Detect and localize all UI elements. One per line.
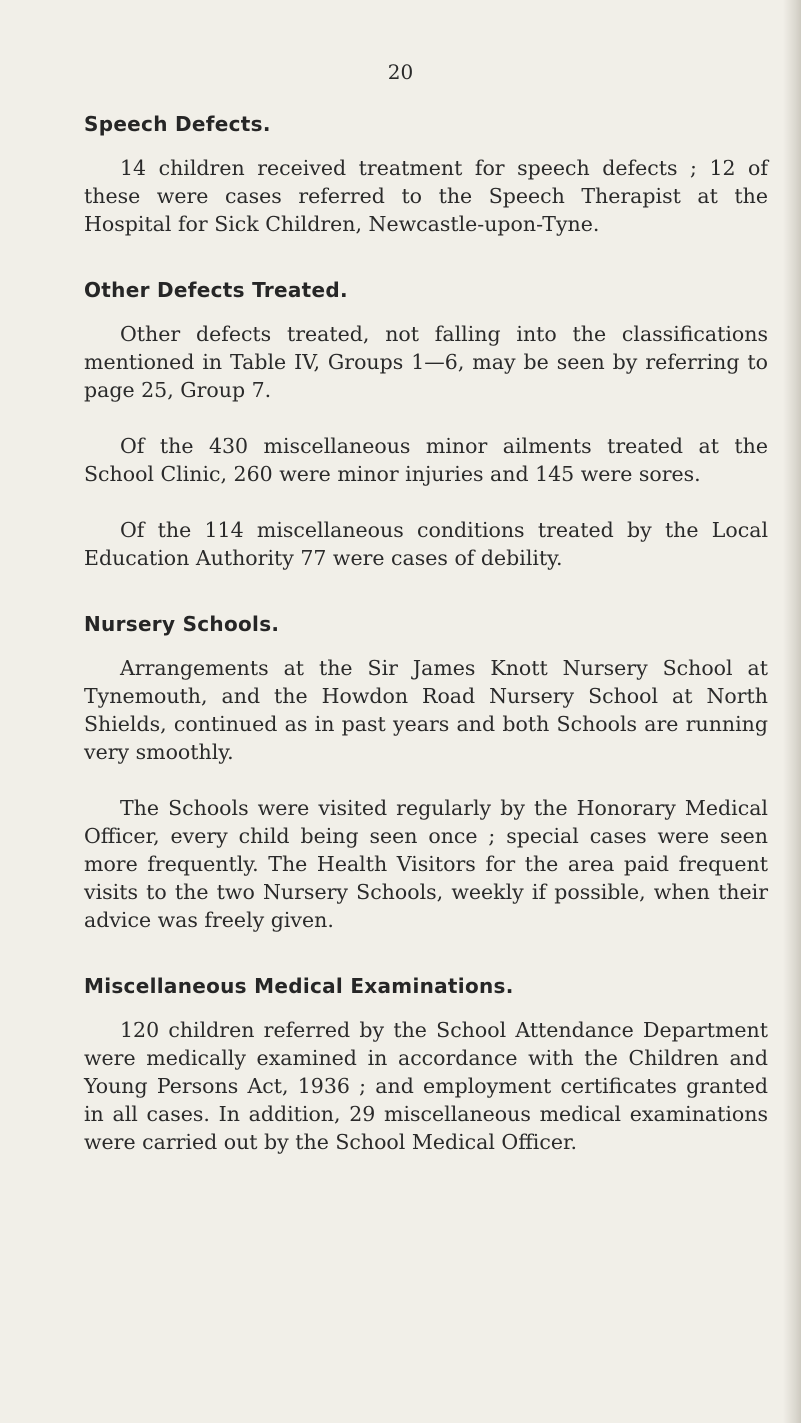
section-heading: Nursery Schools. xyxy=(84,612,280,636)
paragraph: Of the 114 miscellaneous conditions treated by the Local Education Authority 77 were cases of debility. xyxy=(84,518,768,570)
paragraph: Arrangements at the Sir James Knott Nursery School at Tynemouth, and the Howdon Road Nursery School at North Shields, continued as in past years and both Schools are running very smoothly. xyxy=(84,656,768,764)
page-number: 20 xyxy=(387,60,414,84)
section-other-defects-treated xyxy=(84,278,768,572)
paragraph: Of the 430 miscellaneous minor ailments treated at the School Clinic, 260 were minor injuries and 145 were sores. xyxy=(84,434,768,486)
page-edge-shadow xyxy=(783,0,801,1423)
section-miscellaneous-medical-examinations xyxy=(84,974,768,1156)
paragraph: The Schools were visited regularly by the Honorary Medical Officer, every child being seen once ; special cases were seen more frequently. The Health Visitors for the area paid frequent visits to the two Nursery Schools, weekly if possible, when their advice was freely given. xyxy=(84,796,768,932)
section-heading: Miscellaneous Medical Examinations. xyxy=(84,974,514,998)
paragraph: Other defects treated, not falling into the classifications mentioned in Table IV, Groups 1—6, may be seen by referring to page 25, Group 7. xyxy=(84,322,768,402)
section-speech-defects xyxy=(84,112,768,238)
section-nursery-schools xyxy=(84,612,768,934)
document-body xyxy=(84,112,768,1156)
section-heading: Other Defects Treated. xyxy=(84,278,348,302)
paragraph: 120 children referred by the School Attendance Department were medically examined in accordance with the Children and Young Persons Act, 1936 ; and employment certificates granted in all cases. In addition, 29 miscellaneous medical examinations were carried out by the School Medical Officer. xyxy=(84,1018,768,1154)
paragraph: 14 children received treatment for speech defects ; 12 of these were cases referred to the Speech Therapist at the Hospital for Sick Children, Newcastle-upon-Tyne. xyxy=(84,156,768,236)
section-heading: Speech Defects. xyxy=(84,112,271,136)
